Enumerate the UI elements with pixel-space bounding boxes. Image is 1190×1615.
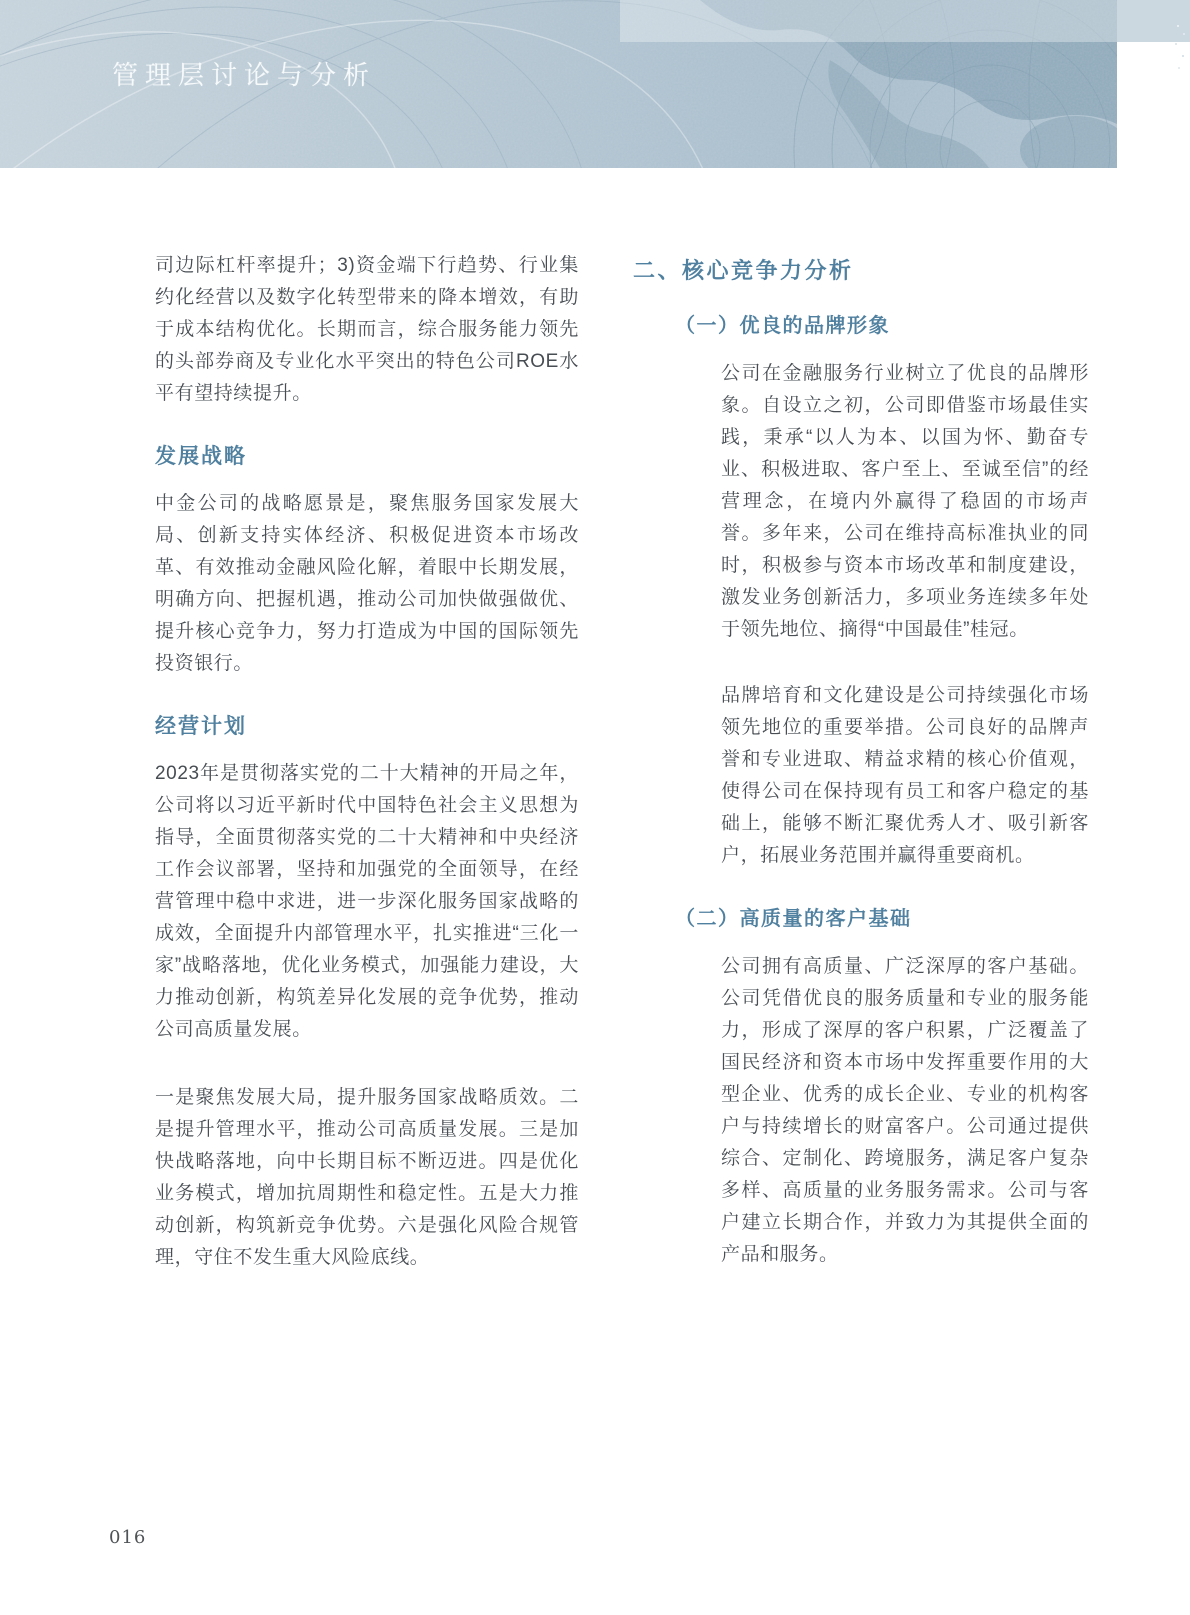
development-strategy-paragraph: 中金公司的战略愿景是，聚焦服务国家发展大局、创新支持实体经济、积极促进资本市场改革、有效推动金融风险化解，着眼中长期发展，明确方向、把握机遇，推动公司加快做强做优、提升核心竞争力，努力打造成为中国的国际领先投资银行。 <box>155 493 579 674</box>
intro-paragraph: 司边际杠杆率提升；3)资金端下行趋势、行业集约化经营以及数字化转型带来的降本增效，有助于成本结构优化。长期而言，综合服务能力领先的头部券商及专业化水平突出的特色公司ROE水平有望持续提升。 <box>155 255 579 404</box>
business-plan-paragraph-2: 一是聚焦发展大局，提升服务国家战略质效。二是提升管理水平，推动公司高质量发展。三是加快战略落地，向中长期目标不断迈进。四是优化业务模式，增加抗周期性和稳定性。五是大力推动创新，构筑新竞争优势。六是强化风险合规管理，守住不发生重大风险底线。 <box>155 1087 579 1268</box>
corner-dots-decoration <box>1172 18 1190 78</box>
header-light-band <box>620 0 1117 42</box>
subsection-client-base <box>633 902 1093 1271</box>
subsection-brand-image <box>633 309 1093 872</box>
section-heading-development-strategy: 发展战略 <box>155 445 247 468</box>
subsection-heading-brand-image: （一）优良的品牌形象 <box>675 315 890 337</box>
section-heading-business-plan: 经营计划 <box>155 715 247 738</box>
left-column <box>155 250 579 1274</box>
subsection-heading-client-base: （二）高质量的客户基础 <box>675 908 912 930</box>
section-heading-core-competitiveness: 二、核心竞争力分析 <box>633 258 854 283</box>
business-plan-paragraph-1: 2023年是贯彻落实党的二十大精神的开局之年，公司将以习近平新时代中国特色社会主义思想为指导，全面贯彻落实党的二十大精神和中央经济工作会议部署，坚持和加强党的全面领导，在经营管理中稳中求进，进一步深化服务国家战略的成效，全面提升内部管理水平，扎实推进“三化一家”战略落地，优化业务模式，加强能力建设，大力推动创新，构筑差异化发展的竞争优势，推动公司高质量发展。 <box>155 763 579 1040</box>
client-base-paragraph: 公司拥有高质量、广泛深厚的客户基础。公司凭借优良的服务质量和专业的服务能力，形成了深厚的客户积累，广泛覆盖了国民经济和资本市场中发挥重要作用的大型企业、优秀的成长企业、专业的机构客户与持续增长的财富客户。公司通过提供综合、定制化、跨境服务，满足客户复杂多样、高质量的业务服务需求。公司与客户建立长期合作，并致力为其提供全面的产品和服务。 <box>721 956 1089 1265</box>
right-column <box>633 250 1093 1271</box>
page-number: 016 <box>109 1527 147 1548</box>
chapter-title: 管理层讨论与分析 <box>112 61 377 91</box>
brand-image-paragraph-2: 品牌培育和文化建设是公司持续强化市场领先地位的重要举措。公司良好的品牌声誉和专业进取、精益求精的核心价值观，使得公司在保持现有员工和客户稳定的基础上，能够不断汇聚优秀人才、吸引新客户，拓展业务范围并赢得重要商机。 <box>721 685 1089 866</box>
brand-image-paragraph-1: 公司在金融服务行业树立了优良的品牌形象。自设立之初，公司即借鉴市场最佳实践，秉承“以人为本、以国为怀、勤奋专业、积极进取、客户至上、至诚至信”的经营理念，在境内外赢得了稳固的市场声誉。多年来，公司在维持高标准执业的同时，积极参与资本市场改革和制度建设，激发业务创新活力，多项业务连续多年处于领先地位、摘得“中国最佳”桂冠。 <box>721 363 1089 640</box>
